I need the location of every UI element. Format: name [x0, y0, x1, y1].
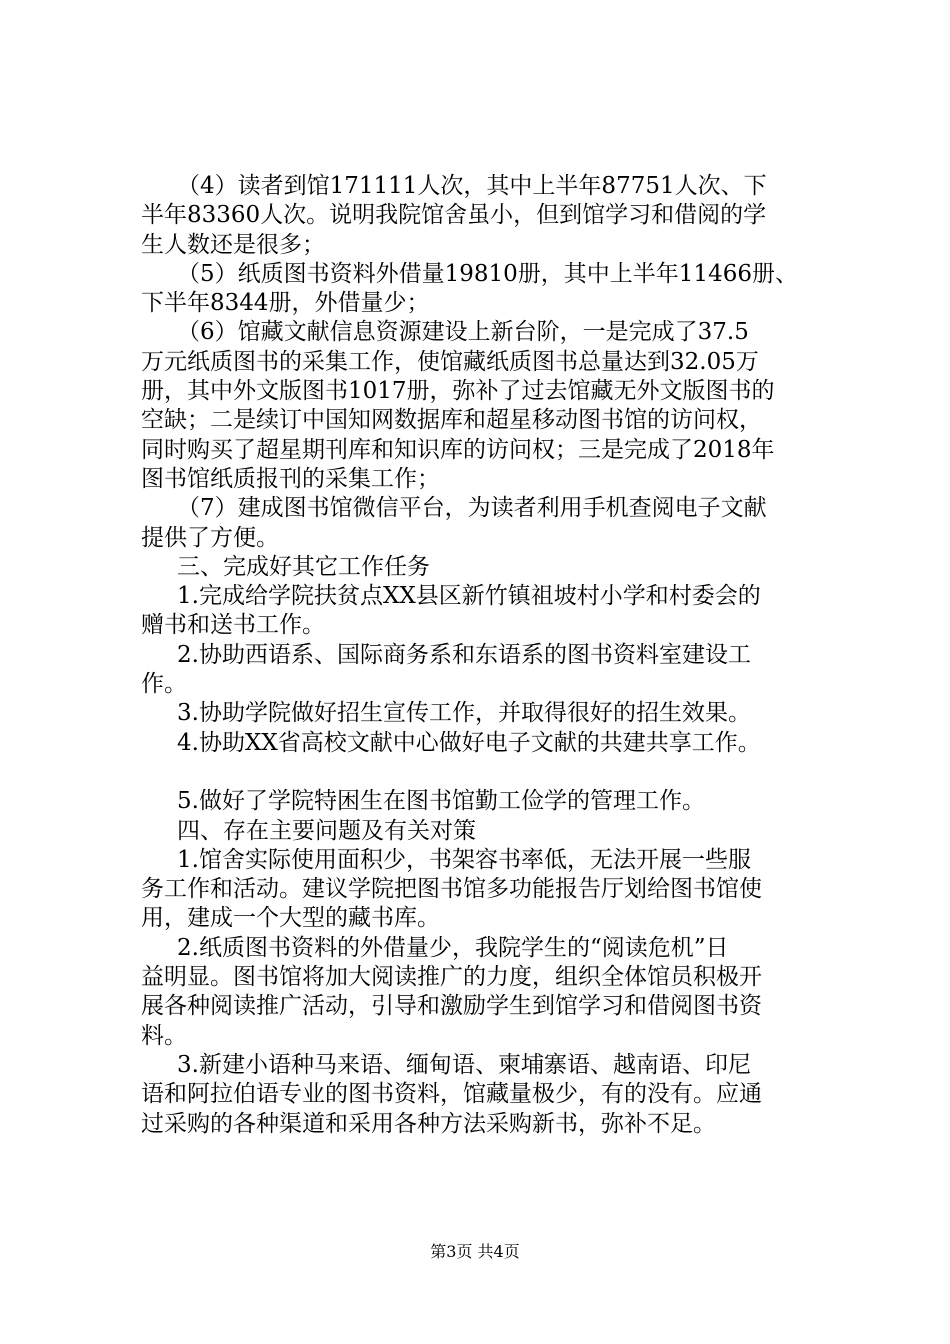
text-line: 万元纸质图书的采集工作，使馆藏纸质图书总量达到32.05万: [141, 348, 759, 375]
text-line: 2.协助西语系、国际商务系和东语系的图书资料室建设工: [177, 641, 751, 668]
text-line: 册，其中外文版图书1017册，弥补了过去馆藏无外文版图书的: [141, 378, 775, 405]
text-line: 1.完成给学院扶贫点XX县区新竹镇祖坡村小学和村委会的: [177, 583, 761, 610]
text-line: 赠书和送书工作。: [141, 612, 325, 639]
text-line: 务工作和活动。建议学院把图书馆多功能报告厅划给图书馆使: [141, 876, 762, 903]
text-line: 3.新建小语种马来语、缅甸语、柬埔寨语、越南语、印尼: [177, 1051, 751, 1078]
text-line: 1.馆舍实际使用面积少，书架容书率低，无法开展一些服: [177, 846, 751, 873]
text-line: 图书馆纸质报刊的采集工作；: [141, 465, 440, 492]
text-line: 下半年8344册，外借量少；: [141, 290, 430, 317]
page-footer: 第3页 共4页: [430, 1242, 520, 1261]
text-line: 语和阿拉伯语专业的图书资料，馆藏量极少，有的没有。应通: [141, 1081, 762, 1108]
text-line: 半年83360人次。说明我院馆舍虽小，但到馆学习和借阅的学: [141, 202, 767, 229]
text-line: （6）馆藏文献信息资源建设上新台阶，一是完成了37.5: [177, 319, 749, 346]
text-line: 3.协助学院做好招生宣传工作，并取得很好的招生效果。: [177, 700, 751, 727]
text-line: （7）建成图书馆微信平台，为读者利用手机查阅电子文献: [177, 495, 767, 522]
text-line: 5.做好了学院特困生在图书馆勤工俭学的管理工作。: [177, 788, 705, 815]
text-line: （5）纸质图书资料外借量19810册，其中上半年11466册、: [177, 260, 798, 287]
text-line: 同时购买了超星期刊库和知识库的访问权；三是完成了2018年: [141, 436, 775, 463]
text-line: [141, 758, 831, 787]
text-line: 作。: [141, 671, 187, 698]
text-line: 空缺；二是续订中国知网数据库和超星移动图书馆的访问权，: [141, 407, 762, 434]
text-line: 4.协助XX省高校文献中心做好电子文献的共建共享工作。: [177, 729, 761, 756]
text-line: 料。: [141, 1022, 187, 1049]
text-line: 生人数还是很多；: [141, 231, 325, 258]
text-line: （4）读者到馆171111人次，其中上半年87751人次、下: [177, 173, 767, 199]
document-body: [141, 172, 831, 1139]
text-line: 益明显。图书馆将加大阅读推广的力度，组织全体馆员积极开: [141, 964, 762, 991]
text-line: 用，建成一个大型的藏书库。: [141, 905, 440, 932]
text-line: 展各种阅读推广活动，引导和激励学生到馆学习和借阅图书资: [141, 993, 762, 1020]
text-line: 提供了方便。: [141, 524, 279, 551]
text-line: 四、存在主要问题及有关对策: [177, 817, 476, 844]
text-line: 三、完成好其它工作任务: [177, 553, 430, 580]
text-line: 2.纸质图书资料的外借量少，我院学生的“阅读危机”日: [177, 934, 729, 961]
text-line: 过采购的各种渠道和采用各种方法采购新书，弥补不足。: [141, 1110, 716, 1137]
